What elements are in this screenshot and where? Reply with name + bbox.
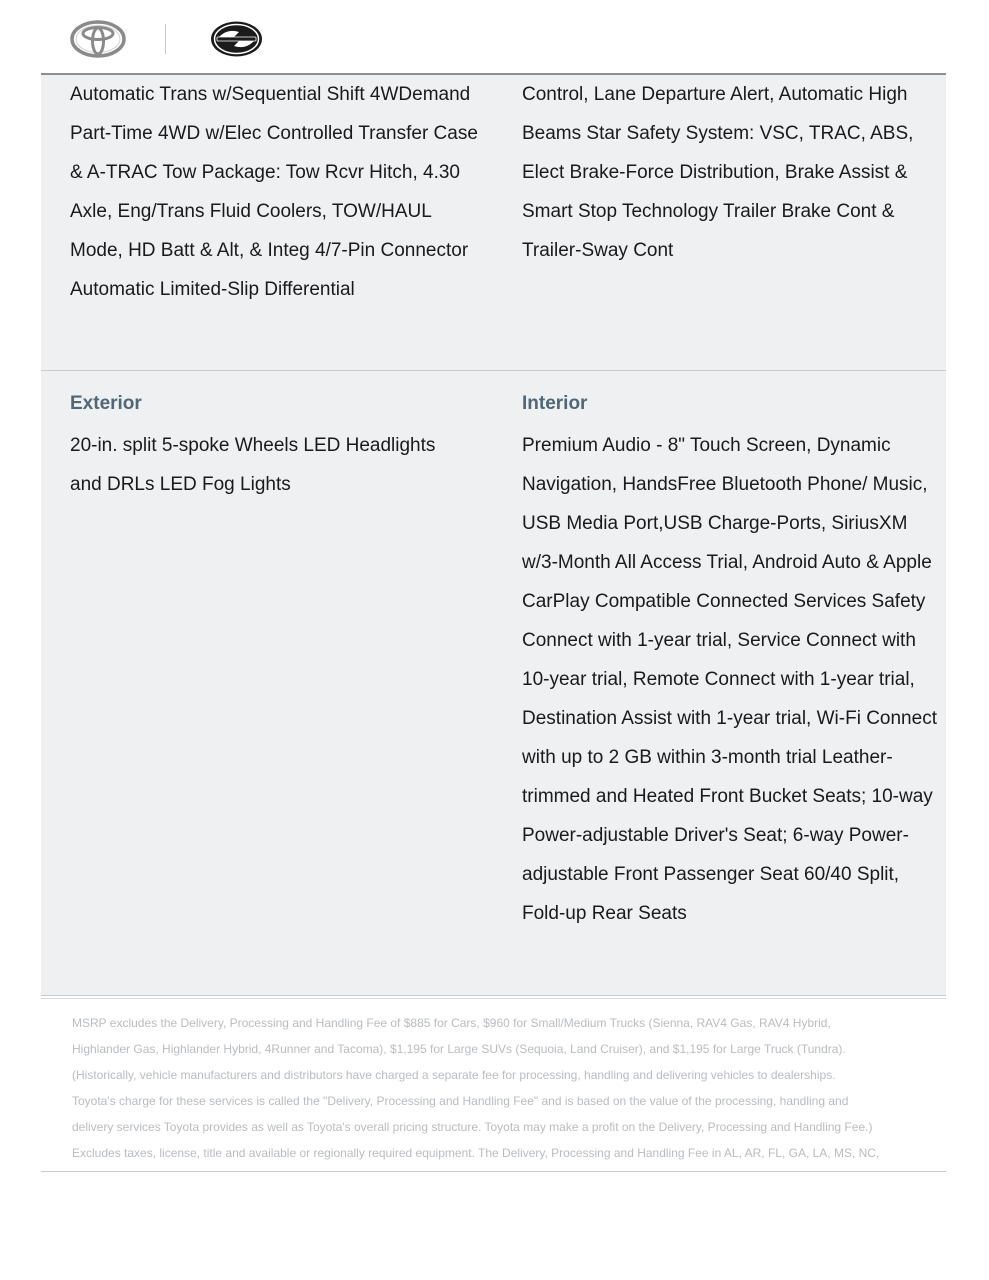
msrp-disclaimer [72,1010,937,1166]
toyota-logo [70,20,126,58]
disclaimer-line: MSRP excludes the Delivery, Processing and Handling Fee of $885 for Cars, $960 for Small/Medium Trucks (Sienna, RAV4 Gas, RAV4 Hybrid, [72,1016,831,1030]
brand-header [0,0,989,74]
scion-logo [209,19,264,59]
panel-bottom-divider [41,995,946,996]
disclaimer-line: Toyota's charge for these services is called the "Delivery, Processing and Handling Fee" and is based on the value of the processing, handling and [72,1094,849,1108]
disclaimer-line: Highlander Gas, Highlander Hybrid, 4Runner and Tacoma), $1,195 for Large SUVs (Sequoia, Land Cruiser), and $1,195 for Large Truck (Tundra). [72,1042,846,1056]
exterior-heading: Exterior [70,393,142,414]
panel-bottom-divider-secondary [41,998,946,999]
disclaimer-line: (Historically, vehicle manufacturers and distributors have charged a separate fee for processing, handling and delivering vehicles to dealerships. [72,1068,836,1082]
interior-features-text: Premium Audio - 8" Touch Screen, Dynamic Navigation, HandsFree Bluetooth Phone/ Music, USB Media Port,USB Charge-Ports, SiriusXM w/3-Month All Access Trial, Android Auto & Apple CarPlay Compatible Connected Services Safety Connect with 1-year trial, Service Connect with 10-year trial, Remote Connect with 1-year trial, Destination Assist with 1-year trial, Wi-Fi Connect with up to 2 GB within 3-month trial Leather-trimmed and Heated Front Bucket Seats; 10-way Power-adjustable Driver's Seat; 6-way Power-adjustable Front Passenger Seat 60/40 Split, Fold-up Rear Seats [522,435,937,924]
footer-divider [41,1171,946,1172]
interior-heading: Interior [522,393,588,414]
logo-divider [165,24,166,54]
disclaimer-line: delivery services Toyota provides as well as Toyota's overall pricing structure. Toyota may make a profit on the Delivery, Processing and Handling Fee.) [72,1120,873,1134]
section-divider [41,370,946,371]
mechanical-features-text: Automatic Trans w/Sequential Shift 4WDemand Part-Time 4WD w/Elec Controlled Transfer Case & A-TRAC Tow Package: Tow Rcvr Hitch, 4.30 Axle, Eng/Trans Fluid Coolers, TOW/HAUL Mode, HD Batt & Alt, & Integ 4/7-Pin Connector Automatic Limited-Slip Differential [70,84,478,300]
disclaimer-line: Excludes taxes, license, title and available or regionally required equipment. The Delivery, Processing and Handling Fee in AL, AR, FL, GA, LA, MS, NC, [72,1146,880,1160]
safety-features-text: Control, Lane Departure Alert, Automatic High Beams Star Safety System: VSC, TRAC, ABS, Elect Brake-Force Distribution, Brake Assist & Smart Stop Technology Trailer Brake Cont & Trailer-Sway Cont [522,84,914,261]
exterior-features-text: 20-in. split 5-spoke Wheels LED Headlights and DRLs LED Fog Lights [70,435,436,495]
